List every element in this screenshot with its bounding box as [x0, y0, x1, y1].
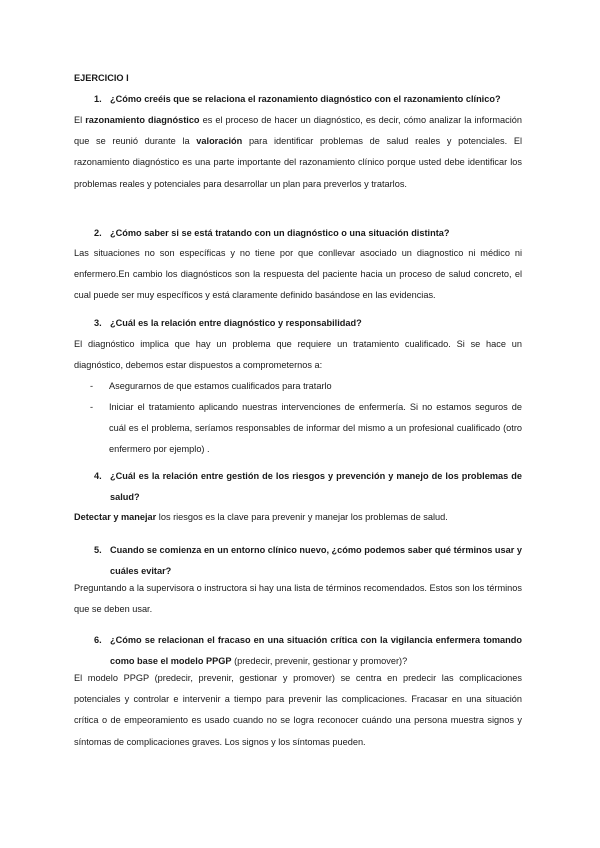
question-text: Cuando se comienza en un entorno clínico nuevo, ¿cómo podemos saber qué términos usar y cuáles evitar?	[110, 545, 522, 576]
question-4	[94, 466, 522, 508]
answer-6: El modelo PPGP (predecir, prevenir, gestionar y promover) se centra en predecir las complicaciones potenciales y controlar e intervenir a tiempo para prevenir las complicaciones. Fracasar en una situación crítica o de empeoramiento es usado cuando no se logra reconocer cuándo una persona muestra signos y síntomas de complicaciones graves. Los signos y los síntomas pueden.	[74, 673, 522, 747]
question-1	[94, 89, 522, 110]
list-dash: -	[90, 381, 94, 391]
question-number: 3.	[94, 318, 102, 328]
list-dash: -	[90, 402, 94, 412]
question-text: ¿Cuál es la relación entre gestión de los riesgos y prevención y manejo de los problemas de salud?	[110, 471, 522, 502]
list-item: - Iniciar el tratamiento aplicando nuestras intervenciones de enfermería. Si no estamos seguros de cuál es el problema, seríamos responsables de informar del mismo a un profesional cualificado (otro enfermero por ejemplo) .	[90, 397, 522, 461]
question-text: ¿Cómo se relacionan el fracaso en una situación crítica con la vigilancia enfermera tomando como base el modelo PPGP (predecir, prevenir, gestionar y promover)?	[110, 635, 522, 666]
question-number: 2.	[94, 228, 102, 238]
bold-term: razonamiento diagnóstico	[85, 115, 200, 125]
bold-term: Detectar y manejar	[74, 512, 157, 522]
question-number: 4.	[94, 471, 102, 481]
bold-term: valoración	[196, 136, 243, 147]
list-item: - Asegurarnos de que estamos cualificados para tratarlo	[90, 376, 522, 397]
question-number: 5.	[94, 545, 102, 555]
exercise-title: EJERCICIO I	[74, 73, 129, 83]
question-6	[94, 630, 522, 672]
question-text: ¿Cómo creéis que se relaciona el razonamiento diagnóstico con el razonamiento clínico?	[110, 94, 501, 104]
question-number: 6.	[94, 635, 102, 645]
question-2	[94, 223, 522, 244]
question-3	[94, 313, 522, 334]
question-number: 1.	[94, 94, 102, 104]
answer-3: El diagnóstico implica que hay un problema que requiere un tratamiento cualificado. Si se hace un diagnóstico, debemos estar dispuestos a comprometernos a:	[74, 339, 522, 371]
answer-2: Las situaciones no son específicas y no tiene por que conllevar asociado un diagnostico ni médico ni enfermero.En cambio los diagnósticos son la respuesta del paciente hacia un proceso de salud concreto, el cual puede ser muy específicos y está claramente definido basándose en las evidencias.	[74, 248, 522, 301]
answer-5: Preguntando a la supervisora o instructora si hay una lista de términos recomendados. Estos son los términos que se deben usar.	[74, 583, 522, 615]
question-5	[94, 540, 522, 582]
question-text: ¿Cuál es la relación entre diagnóstico y responsabilidad?	[110, 318, 362, 328]
answer-1: El razonamiento diagnóstico es el proceso de hacer un diagnóstico, es decir, cómo analizar la información que se reunió durante la valoración para identificar problemas de salud reales y potenciales. El razonamiento diagnóstico es una parte importante del razonamiento clínico porque usted debe identificar los problemas reales y potenciales para desarrollar un plan para preverlos y tratarlos.	[74, 115, 522, 189]
question-text: ¿Cómo saber si se está tratando con un diagnóstico o una situación distinta?	[110, 228, 450, 238]
answer-4: Detectar y manejar los riesgos es la clave para prevenir y manejar los problemas de salud.	[74, 512, 448, 522]
